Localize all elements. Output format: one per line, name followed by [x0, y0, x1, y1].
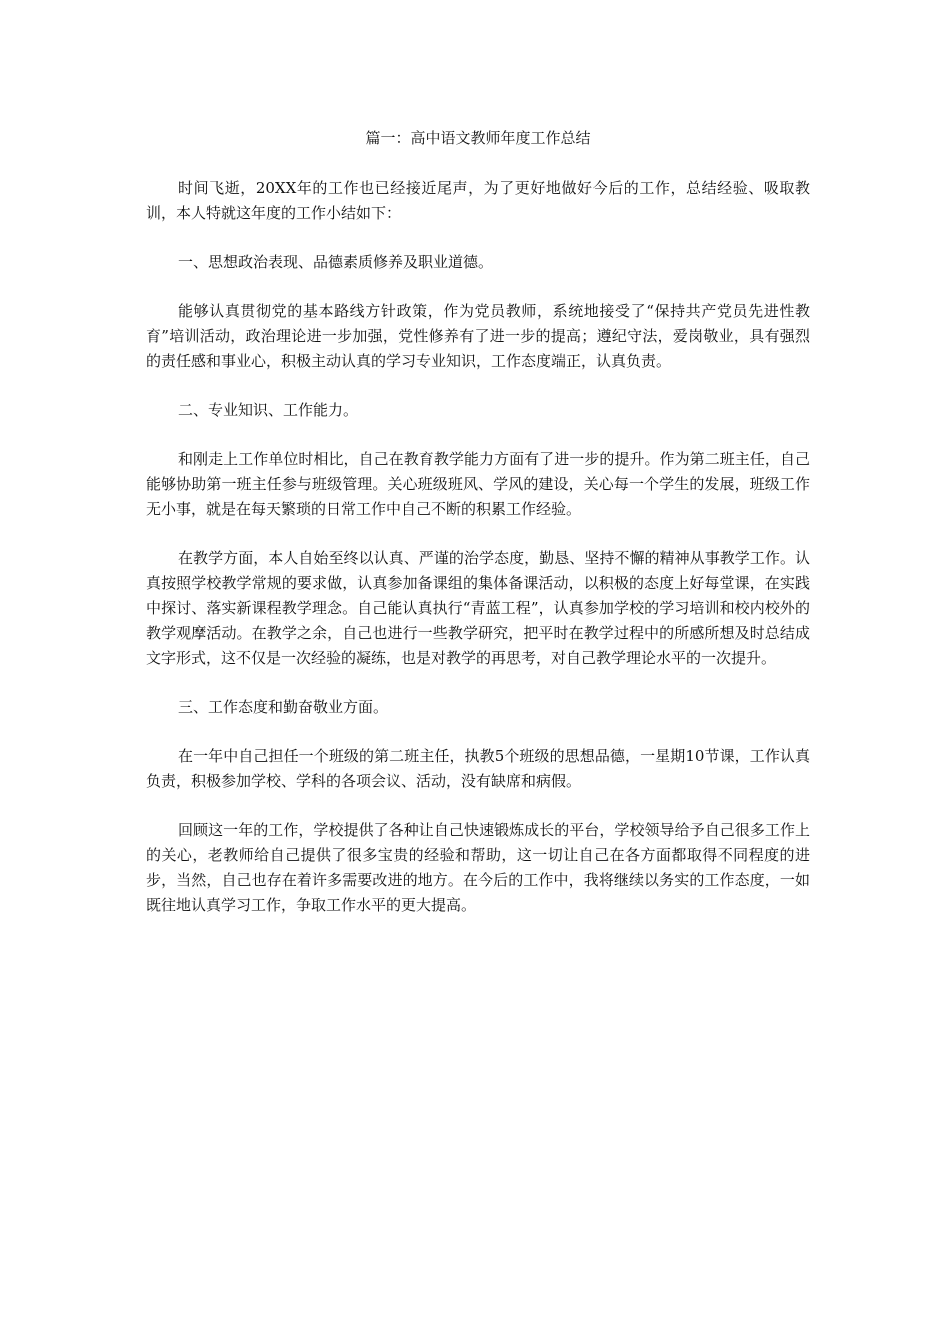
document-body — [146, 126, 810, 942]
paragraph-teaching: 在教学方面，本人自始至终以认真、严谨的治学态度，勤恳、坚持不懈的精神从事教学工作。认真按照学校教学常规的要求做，认真参加备课组的集体备课活动，以积极的态度上好每堂课，在实践中探讨、落实新课程教学理念。自己能认真执行“青蓝工程”，认真参加学校的学习培训和校内校外的教学观摩活动。在教学之余，自己也进行一些教学研究，把平时在教学过程中的所感所想及时总结成文字形式，这不仅是一次经验的凝练，也是对教学的再思考，对自己教学理论水平的一次提升。 — [146, 549, 810, 667]
paragraph-politics: 能够认真贯彻党的基本路线方针政策，作为党员教师，系统地接受了“保持共产党员先进性教育”培训活动，政治理论进一步加强，党性修养有了进一步的提高；遵纪守法，爱岗敬业，具有强烈的责任感和事业心，积极主动认真的学习专业知识，工作态度端正，认真负责。 — [146, 302, 810, 370]
paragraph-review: 回顾这一年的工作，学校提供了各种让自己快速锻炼成长的平台，学校领导给予自己很多工作上的关心，老教师给自己提供了很多宝贵的经验和帮助，这一切让自己在各方面都取得不同程度的进步，当然，自己也存在着许多需要改进的地方。在今后的工作中，我将继续以务实的工作态度，一如既往地认真学习工作，争取工作水平的更大提高。 — [146, 821, 810, 914]
document-title: 篇一：高中语文教师年度工作总结 — [365, 129, 591, 147]
paragraph-attitude: 在一年中自己担任一个班级的第二班主任，执教5个班级的思想品德，一星期10节课，工作认真负责，积极参加学校、学科的各项会议、活动，没有缺席和病假。 — [146, 747, 810, 790]
section-heading-3: 三、工作态度和勤奋敬业方面。 — [178, 698, 389, 716]
paragraph-class-management: 和刚走上工作单位时相比，自己在教育教学能力方面有了进一步的提升。作为第二班主任，自己能够协助第一班主任参与班级管理。关心班级班风、学风的建设，关心每一个学生的发展，班级工作无小事，就是在每天繁琐的日常工作中自己不断的积累工作经验。 — [146, 450, 810, 518]
section-heading-1: 一、思想政治表现、品德素质修养及职业道德。 — [178, 253, 494, 271]
paragraph-intro: 时间飞逝，20XX年的工作也已经接近尾声，为了更好地做好今后的工作，总结经验、吸取教训，本人特就这年度的工作小结如下： — [146, 179, 810, 222]
section-heading-2: 二、专业知识、工作能力。 — [178, 401, 359, 419]
